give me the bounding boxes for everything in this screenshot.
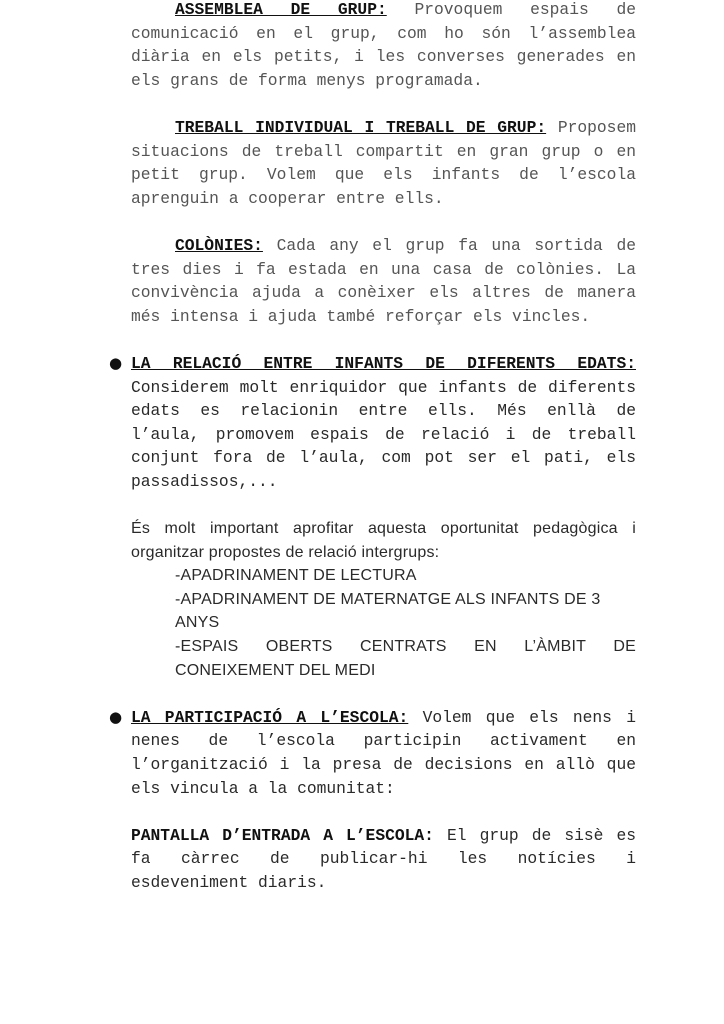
treball-paragraph <box>131 116 636 210</box>
relacio-important-text: És molt important aprofitar aquesta oportunitat pedagògica i organitzar propostes de relació intergrups: <box>131 520 636 561</box>
assemblea-heading: ASSEMBLEA DE GRUP: <box>175 0 387 19</box>
relacio-text: Considerem molt enriquidor que infants de diferents edats es relacionin entre ells. Més enllà de l’aula, promovem espais de relació i de treball conjunt fora de l’aula, com pot ser el pati, els passadissos,... <box>131 377 636 491</box>
treball-text: Proposem situacions de treball compartit en gran grup o en petit grup. Volem que els infants de l’escola aprenguin a cooperar entre ells. <box>131 117 636 208</box>
relacio-list-item: -APADRINAMENT DE LECTURA <box>175 567 417 585</box>
pantalla-text: El grup de sisè es fa càrrec de publicar-hi les notícies i esdeveniment diaris. <box>131 825 636 892</box>
relacio-list-item: -ESPAIS OBERTS CENTRATS EN L’ÀMBIT DE CONEIXEMENT DEL MEDI <box>175 638 636 679</box>
assemblea-text: Provoquem espais de comunicació en el grup, com ho són l’assemblea diària en els petits, i les converses generades en els grans de forma menys programada. <box>131 0 636 90</box>
bullet-icon: ● <box>109 353 123 372</box>
colonies-paragraph <box>131 234 636 328</box>
relacio-heading: LA RELACIÓ ENTRE INFANTS DE DIFERENTS EDATS: <box>131 353 636 373</box>
participacio-paragraph <box>131 706 636 800</box>
participacio-bullet-item <box>109 706 636 800</box>
relacio-paragraph <box>131 352 636 494</box>
bullet-icon: ● <box>109 707 123 726</box>
relacio-list-item: -APADRINAMENT DE MATERNATGE ALS INFANTS DE 3 ANYS <box>175 590 601 632</box>
pantalla-heading: PANTALLA D’ENTRADA A L’ESCOLA: <box>131 825 434 845</box>
document-page <box>109 0 636 895</box>
participacio-heading: LA PARTICIPACIÓ A L’ESCOLA: <box>131 707 409 727</box>
pantalla-paragraph <box>131 824 636 895</box>
relacio-bullet-item <box>109 352 636 494</box>
treball-heading: TREBALL INDIVIDUAL I TREBALL DE GRUP: <box>175 117 547 137</box>
assemblea-paragraph <box>131 0 636 92</box>
colonies-heading: COLÒNIES: <box>175 235 263 255</box>
colonies-text: Cada any el grup fa una sortida de tres dies i fa estada en una casa de colònies. La convivència ajuda a conèixer els altres de manera més intensa i ajuda també reforçar els vincles. <box>131 235 636 326</box>
participacio-text: Volem que els nens i nenes de l’escola participin activament en l’organització i la presa de decisions en allò que els vincula a la comunitat: <box>131 707 636 798</box>
